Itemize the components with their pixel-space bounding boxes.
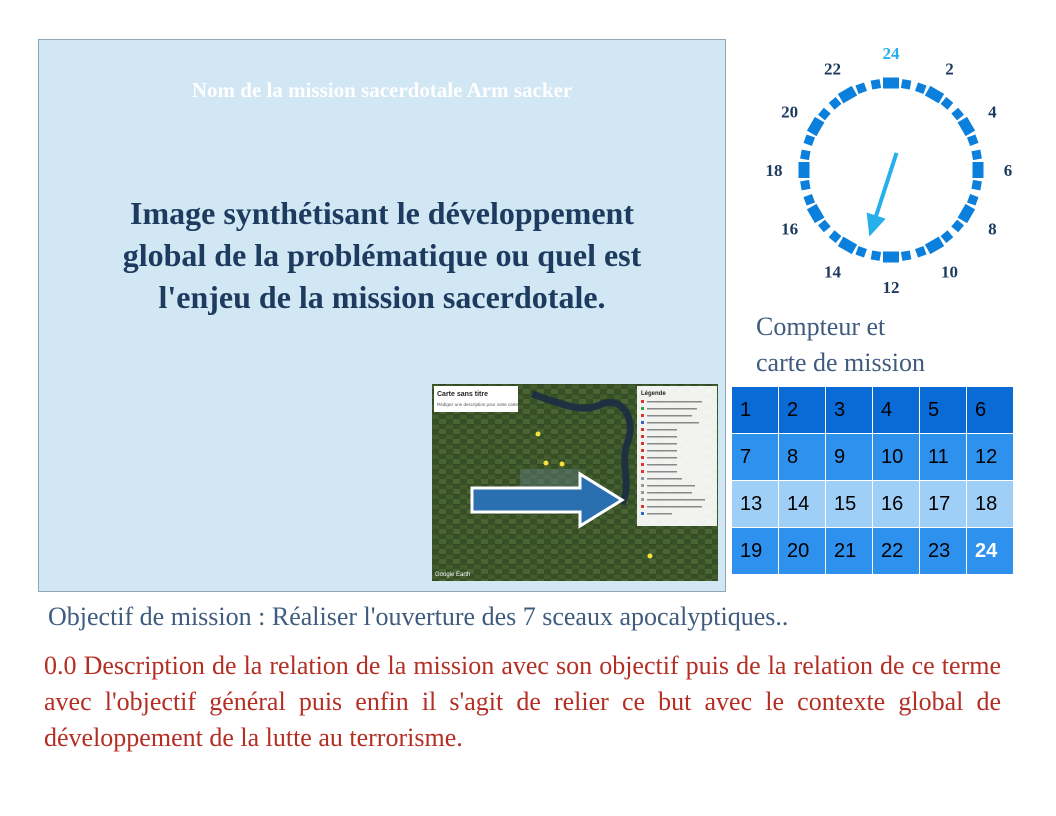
grid-cell: 7 — [732, 434, 779, 481]
grid-cell: 23 — [920, 528, 967, 575]
map-credit: Google Earth — [435, 572, 471, 578]
clock-tick — [971, 180, 981, 190]
grid-row — [732, 387, 1014, 434]
mission-clock — [760, 33, 1020, 303]
clock-tick — [951, 108, 964, 121]
grid-cell: 22 — [873, 528, 920, 575]
clock-tick — [901, 250, 911, 260]
map-title: Carte sans titre — [437, 391, 488, 398]
mission-description: 0.0 Description de la relation de la mission avec son objectif puis de la relation de ce terme avec l'objectif général puis enfin il s'agit de relier ce but avec le contexte global de développement de la lutte au terrorisme. — [44, 651, 1001, 752]
clock-hour-label: 2 — [945, 59, 954, 79]
map-subtitle: Rédigez une description pour votre carte — [437, 402, 519, 407]
grid-cell: 20 — [779, 528, 826, 575]
clock-tick — [883, 78, 899, 89]
clock-tick — [855, 246, 867, 258]
clock-hand-shaft — [874, 153, 896, 221]
clock-tick — [871, 250, 881, 260]
clock-tick — [967, 194, 979, 206]
grid-cell: 5 — [920, 387, 967, 434]
clock-hour-label: 20 — [781, 102, 799, 122]
clock-tick — [958, 204, 976, 223]
clock-tick — [800, 180, 810, 190]
clock-tick — [800, 150, 810, 160]
clock-tick — [958, 117, 976, 136]
map-thumbnail — [432, 384, 718, 581]
grid-cell: 2 — [779, 387, 826, 434]
synthesis-line-3: l'enjeu de la mission sacerdotale. — [158, 279, 606, 315]
grid-cell: 18 — [967, 481, 1014, 528]
clock-tick — [818, 108, 831, 121]
grid-cell: 13 — [732, 481, 779, 528]
map-legend-title: Légende — [641, 391, 666, 397]
grid-cell: 19 — [732, 528, 779, 575]
grid-cell: 15 — [826, 481, 873, 528]
clock-tick — [951, 220, 964, 233]
grid-cell: 9 — [826, 434, 873, 481]
clock-tick — [855, 82, 867, 94]
grid-cell: 3 — [826, 387, 873, 434]
synthesis-line-2: global de la problématique ou quel est — [122, 237, 642, 273]
synthesis-text — [59, 192, 705, 318]
counter-title — [756, 309, 925, 381]
clock-tick — [807, 117, 825, 136]
grid-cell: 1 — [732, 387, 779, 434]
clock-tick — [838, 237, 857, 255]
clock-tick — [871, 79, 881, 89]
grid-cell: 10 — [873, 434, 920, 481]
clock-hand — [867, 153, 897, 237]
clock-tick — [829, 230, 842, 243]
grid-cell: 17 — [920, 481, 967, 528]
clock-hour-label: 18 — [765, 161, 783, 180]
grid-row — [732, 434, 1014, 481]
clock-tick — [803, 194, 815, 206]
clock-tick — [883, 252, 899, 263]
clock-tick — [915, 82, 927, 94]
clock-tick — [967, 134, 979, 146]
clock-tick — [799, 162, 810, 178]
grid-cell: 6 — [967, 387, 1014, 434]
grid-cell: 12 — [967, 434, 1014, 481]
clock-hour-label: 24 — [882, 44, 900, 63]
grid-cell: 4 — [873, 387, 920, 434]
grid-cell: 11 — [920, 434, 967, 481]
mission-name: Nom de la mission sacerdotale Arm sacker — [191, 78, 573, 102]
clock-hand-arrowhead — [867, 213, 886, 237]
clock-hour-label: 22 — [824, 59, 841, 79]
clock-tick — [925, 237, 944, 255]
grid-cell-highlight: 24 — [967, 528, 1014, 575]
map-image — [432, 384, 718, 581]
mission-objective: Objectif de mission : Réaliser l'ouverture des 7 sceaux apocalyptiques.. — [48, 602, 789, 631]
clock-tick — [901, 79, 911, 89]
grid-cell: 21 — [826, 528, 873, 575]
grid-cell: 8 — [779, 434, 826, 481]
clock-tick — [925, 86, 944, 104]
clock-hour-label: 4 — [988, 102, 997, 122]
clock-tick — [807, 204, 825, 223]
clock-hour-label: 12 — [882, 278, 900, 297]
counter-title-line-2: carte de mission — [756, 348, 925, 377]
mission-counter-grid — [731, 386, 1014, 575]
clock-hour-label: 10 — [941, 262, 958, 282]
clock-hour-label: 16 — [781, 219, 799, 239]
grid-cell: 16 — [873, 481, 920, 528]
grid-row — [732, 481, 1014, 528]
clock-tick — [803, 134, 815, 146]
clock-hour-label: 6 — [1003, 161, 1013, 180]
grid-row — [732, 528, 1014, 575]
clock-tick — [818, 220, 831, 233]
counter-title-line-1: Compteur et — [756, 312, 886, 341]
clock-hour-label: 8 — [988, 219, 997, 239]
clock-tick — [941, 230, 954, 243]
clock-tick — [971, 150, 981, 160]
grid-cell: 14 — [779, 481, 826, 528]
clock-tick — [915, 246, 927, 258]
clock-tick — [829, 97, 842, 110]
clock-tick — [941, 97, 954, 110]
clock-hour-label: 14 — [824, 262, 841, 282]
clock-tick — [838, 86, 857, 104]
clock-tick — [973, 162, 984, 178]
synthesis-line-1: Image synthétisant le développement — [130, 195, 634, 231]
